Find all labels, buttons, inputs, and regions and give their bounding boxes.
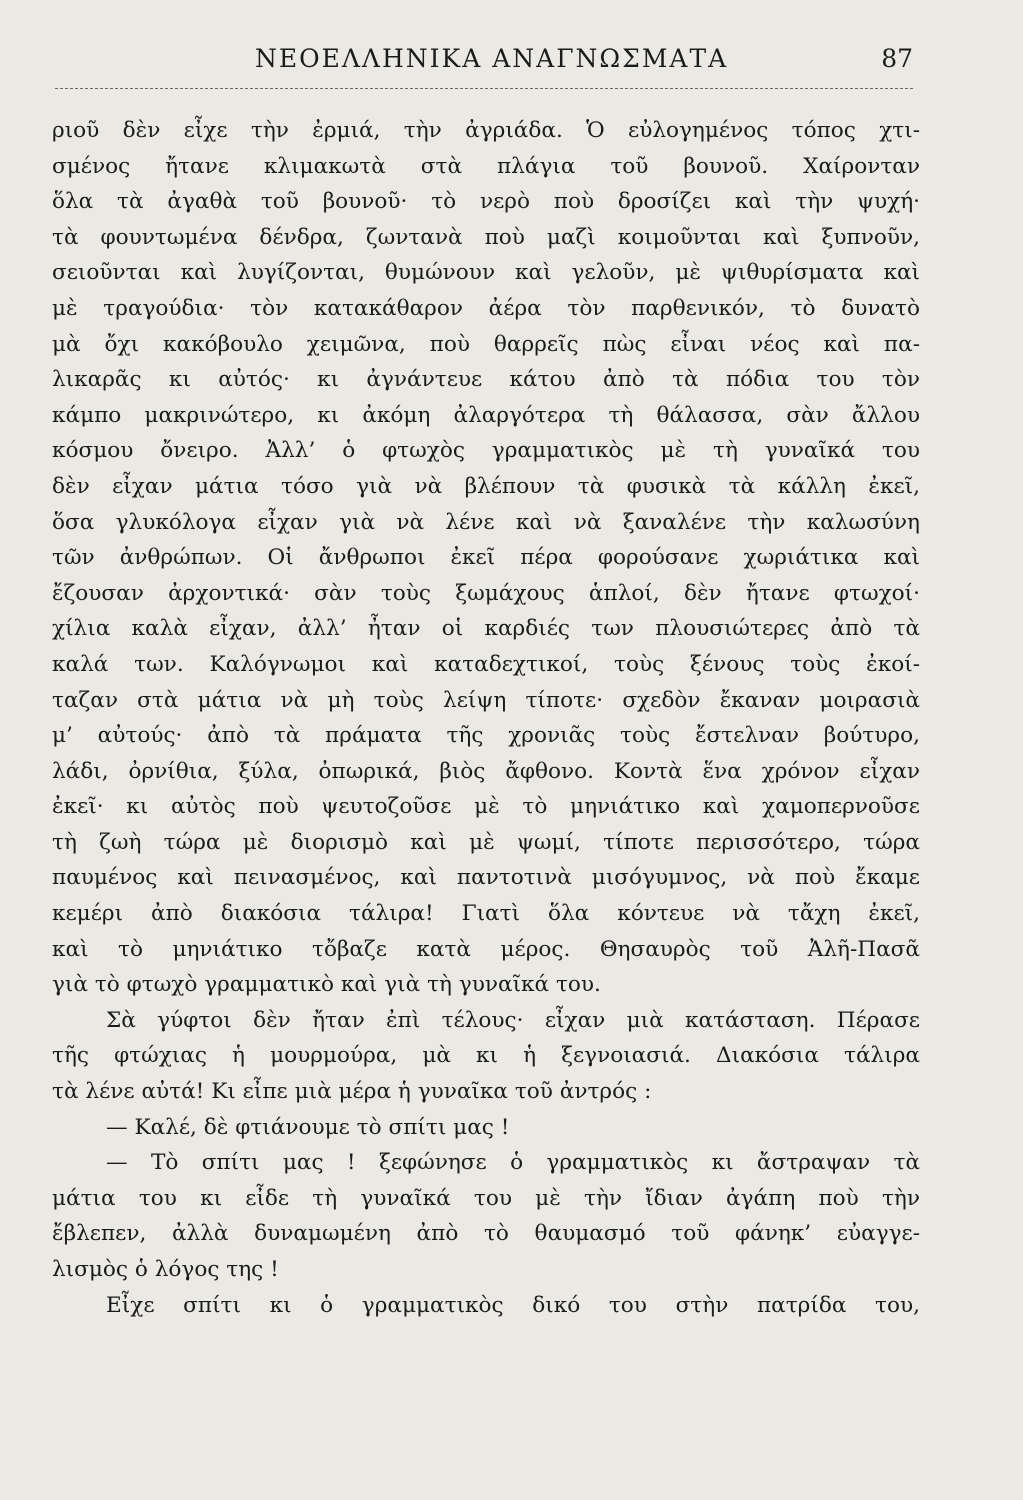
text-line: ὅσα γλυκόλογα εἶχαν γιὰ νὰ λένε καὶ νὰ ξαναλένε τὴν καλωσύνη [52,509,920,535]
text-line: μὲ τραγούδια· τὸν κατακάθαρον ἀέρα τὸν παρθενικόν, τὸ δυνατὸ [52,295,920,321]
text-line: παυμένος καὶ πεινασμένος, καὶ παντοτινὰ μισόγυμνος, νὰ ποὺ ἔκαμε [52,865,920,891]
text-line: λικαρᾶς κι αὐτός· κι ἀγνάντευε κάτου ἀπὸ τὰ πόδια του τὸν [52,367,920,393]
dialogue-line: — Τὸ σπίτι μας ! ξεφώνησε ὁ γραμματικὸς κι ἄστραψαν τὰ [106,1150,920,1176]
text-line: τὰ φουντωμένα δένδρα, ζωντανὰ ποὺ μαζὶ κοιμοῦνται καὶ ξυπνοῦν, [52,224,920,250]
text-line: ὅλα τὰ ἀγαθὰ τοῦ βουνοῦ· τὸ νερὸ ποὺ δροσίζει καὶ τὴν ψυχή· [52,189,920,215]
text-line: δὲν εἶχαν μάτια τόσο γιὰ νὰ βλέπουν τὰ φυσικὰ τὰ κάλλη ἐκεῖ, [52,473,920,499]
text-line: ἔβλεπεν, ἀλλὰ δυναμωμένη ἀπὸ τὸ θαυμασμό τοῦ φάνηκ’ εὐαγγε- [52,1221,920,1247]
running-title: ΝΕΟΕΛΛΗΝΙΚΑ ΑΝΑΓΝΩΣΜΑΤΑ [255,44,729,73]
text-line: μάτια του κι εἶδε τὴ γυναῖκά του μὲ τὴν ἴδιαν ἀγάπη ποὺ τὴν [52,1185,920,1211]
text-line: κεμέρι ἀπὸ διακόσια τάλιρα! Γιατὶ ὅλα κόντευε νὰ τἄχη ἐκεῖ, [52,901,920,927]
page-number: 87 [881,44,913,73]
text-line: σειοῦνται καὶ λυγίζονται, θυμώνουν καὶ γελοῦν, μὲ ψιθυρίσματα καὶ [52,260,920,286]
header-rule [55,88,913,89]
paragraph-end-line: τὰ λένε αὐτά! Κι εἶπε μιὰ μέρα ἡ γυναῖκα τοῦ ἀντρός : [52,1079,652,1105]
text-line: μὰ ὄχι κακόβουλο χειμῶνα, ποὺ θαρρεῖς πὼς εἶναι νέος καὶ πα- [52,331,920,357]
text-line: τὴ ζωὴ τώρα μὲ διορισμὸ καὶ μὲ ψωμί, τίποτε περισσότερο, τώρα [52,829,920,855]
text-line: κάμπο μακρινώτερο, κι ἀκόμη ἀλαργότερα τὴ θάλασσα, σὰν ἄλλου [52,402,920,428]
text-line: χίλια καλὰ εἶχαν, ἀλλ’ ἦταν οἱ καρδιές των πλουσιώτερες ἀπὸ τὰ [52,616,920,642]
text-line: ἔζουσαν ἀρχοντικά· σὰν τοὺς ξωμάχους ἁπλοί, δὲν ἤτανε φτωχοί· [52,580,920,606]
paragraph-end-line: λισμὸς ὁ λόγος της ! [52,1257,279,1282]
text-line: καλά των. Καλόγνωμοι καὶ καταδεχτικοί, τοὺς ξένους τοὺς ἐκοί- [52,651,920,677]
text-line: ἐκεῖ· κι αὐτὸς ποὺ ψευτοζοῦσε μὲ τὸ μηνιάτικο καὶ χαμοπερνοῦσε [52,794,920,820]
text-line: τῆς φτώχιας ἡ μουρμούρα, μὰ κι ἡ ξεγνοιασιά. Διακόσια τάλιρα [52,1043,920,1069]
paragraph-start-line: Σὰ γύφτοι δὲν ἤταν ἐπὶ τέλους· εἶχαν μιὰ κατάσταση. Πέρασε [106,1007,920,1033]
body-text [52,113,920,1323]
text-line: λάδι, ὀρνίθια, ξύλα, ὀπωρικά, βιὸς ἄφθονο. Κοντὰ ἕνα χρόνον εἶχαν [52,758,920,784]
text-line: ριοῦ δὲν εἶχε τὴν ἐρμιά, τὴν ἀγριάδα. Ὁ εὐλογημένος τόπος χτι- [52,118,920,143]
paragraph-end-line: γιὰ τὸ φτωχὸ γραμματικὸ καὶ γιὰ τὴ γυναῖκά του. [52,972,601,998]
text-line: καὶ τὸ μηνιάτικο τὄβαζε κατὰ μέρος. Θησαυρὸς τοῦ Ἀλῆ-Πασᾶ [52,936,920,962]
dialogue-line: — Καλέ, δὲ φτιάνουμε τὸ σπίτι μας ! [106,1114,510,1140]
text-line: κόσμου ὄνειρο. Ἀλλ’ ὁ φτωχὸς γραμματικὸς μὲ τὴ γυναῖκά του [52,438,920,464]
running-head [55,44,913,84]
text-line: μ’ αὐτούς· ἀπὸ τὰ πράματα τῆς χρονιᾶς τοὺς ἔστελναν βούτυρο, [52,723,920,749]
text-line: τῶν ἀνθρώπων. Οἱ ἄνθρωποι ἐκεῖ πέρα φορούσανε χωριάτικα καὶ [52,545,920,571]
text-line: ταζαν στὰ μάτια νὰ μὴ τοὺς λείψη τίποτε· σχεδὸν ἔκαναν μοιρασιὰ [52,687,920,713]
paragraph-start-line: Εἶχε σπίτι κι ὁ γραμματικὸς δικό του στὴν πατρίδα του, [106,1292,920,1318]
text-line: σμένος ἤτανε κλιμακωτὰ στὰ πλάγια τοῦ βουνοῦ. Χαίρονταν [52,153,920,179]
